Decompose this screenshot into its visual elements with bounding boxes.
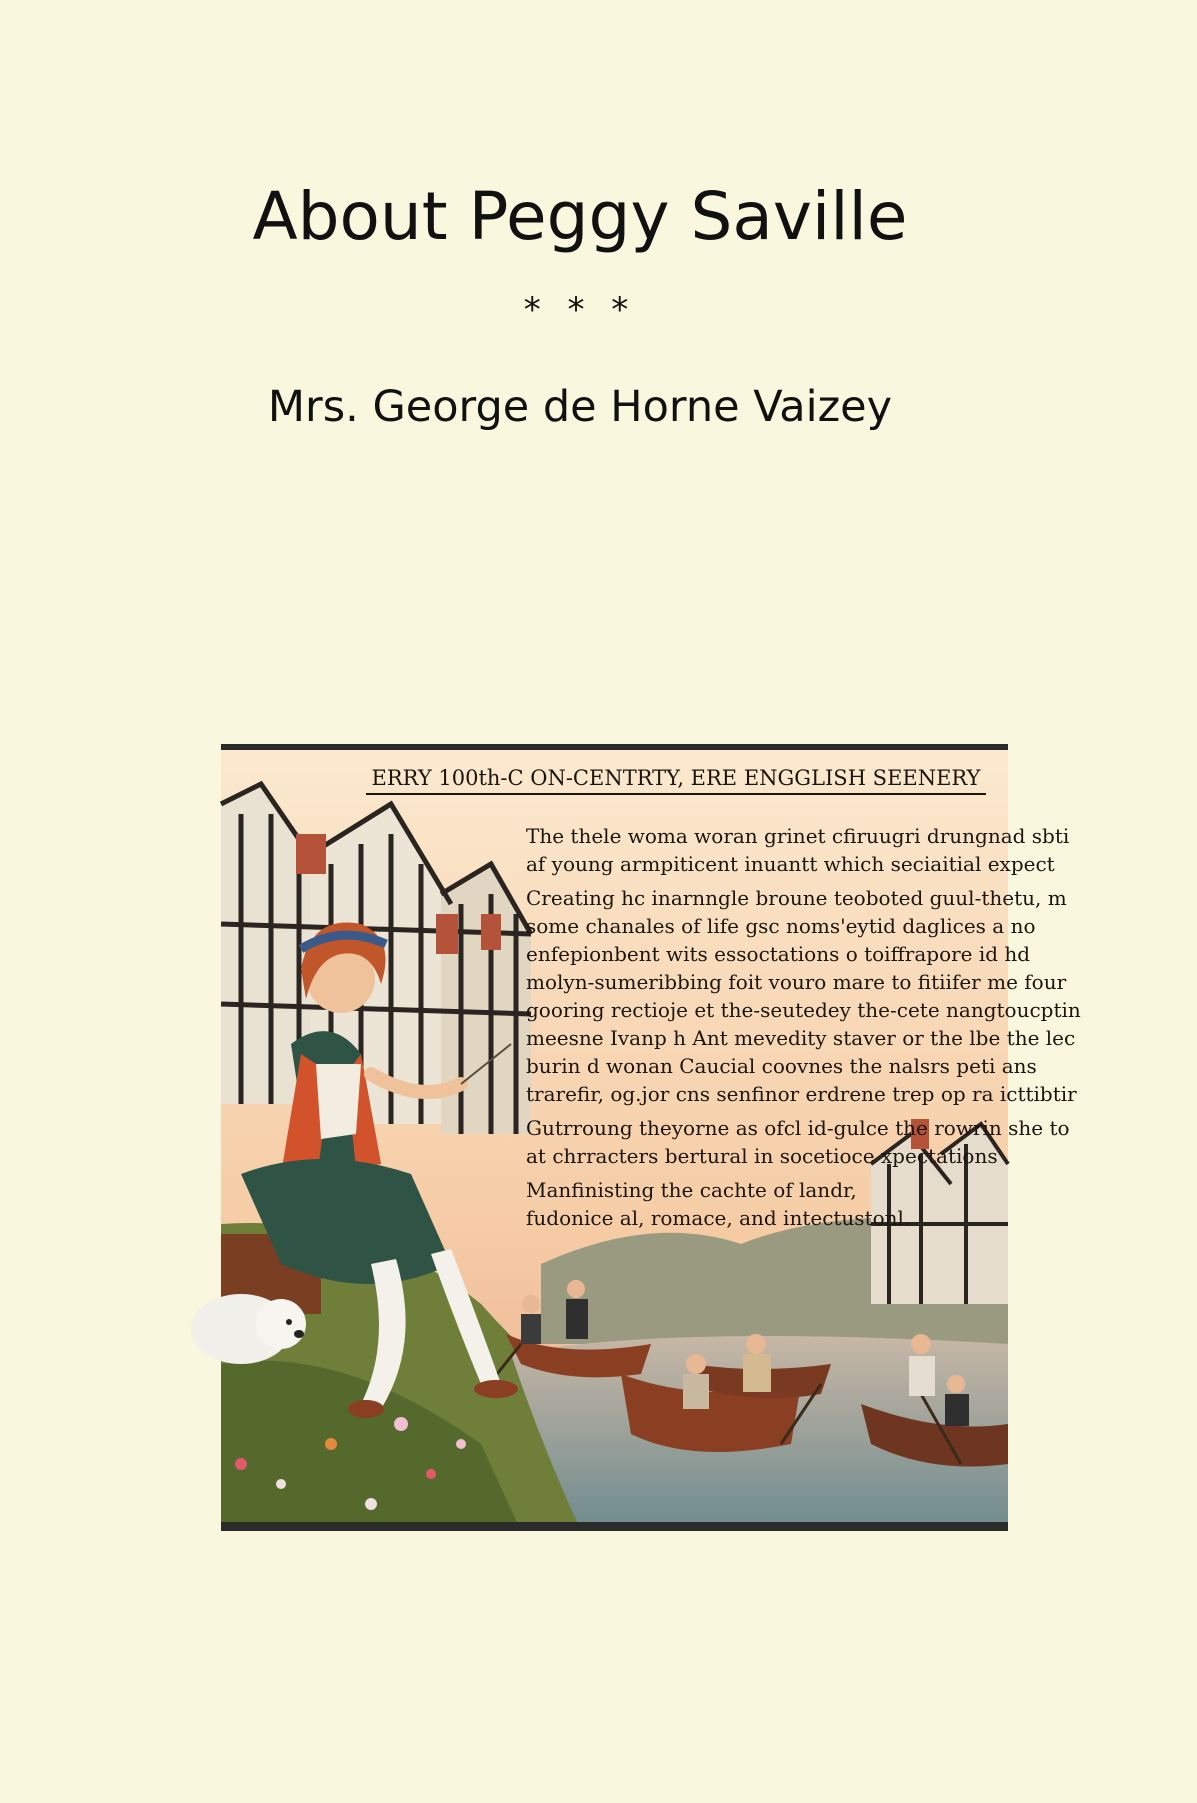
cover-text-line: enfepionbent wits essoctations o toiffrapore id hd: [526, 942, 1031, 966]
cover-text-line: meesne Ivanp h Ant mevedity staver or the lbe the lec: [526, 1026, 1076, 1050]
cover-illustration: [221, 744, 1081, 1531]
cover-text-line: molyn-sumeribbing foit vouro mare to fitiifer me four: [526, 970, 1067, 994]
cover-garbled-text: [526, 822, 1081, 1238]
cover-text-line: fudonice al, romace, and intectustonl.: [526, 1206, 911, 1230]
title-separator: * * *: [523, 290, 637, 330]
cover-text-line: trarefir, og.jor cns senfinor erdrene trep op ra icttibtir: [526, 1082, 1077, 1106]
book-author: Mrs. George de Horne Vaizey: [267, 382, 893, 432]
bottom-border: [221, 1522, 1008, 1531]
cover-text-line: The thele woma woran grinet cfiruugri drungnad sbti: [526, 824, 1070, 848]
cover-text-line: Gutrroung theyorne as ofcl id-gulce the rowrin she to: [526, 1116, 1070, 1140]
cover-text-line: some chanales of life gsc noms'eytid daglices a no: [526, 914, 1036, 938]
cover-text-line: at chrracters bertural in socetioce xpectations: [526, 1144, 998, 1168]
cover-text-line: Creating hc inarnngle broune teoboted guul-thetu, m: [526, 886, 1067, 910]
cover-text-line: af young armpiticent inuantt which seciaitial expect: [526, 852, 1055, 876]
cover-text-line: burin d wonan Caucial coovnes the nalsrs peti ans: [526, 1054, 1037, 1078]
cover-text-line: Manfinisting the cachte of landr,: [526, 1178, 857, 1202]
book-title: About Peggy Saville: [252, 178, 908, 255]
cover-headline: ERRY 100th-C ON-CENTRTY, ERE ENGGLISH SEENERY: [366, 766, 986, 795]
cover-text-line: gooring rectioje et the-seutedey the-cete nangtoucptin: [526, 998, 1081, 1022]
top-border: [221, 744, 1008, 750]
